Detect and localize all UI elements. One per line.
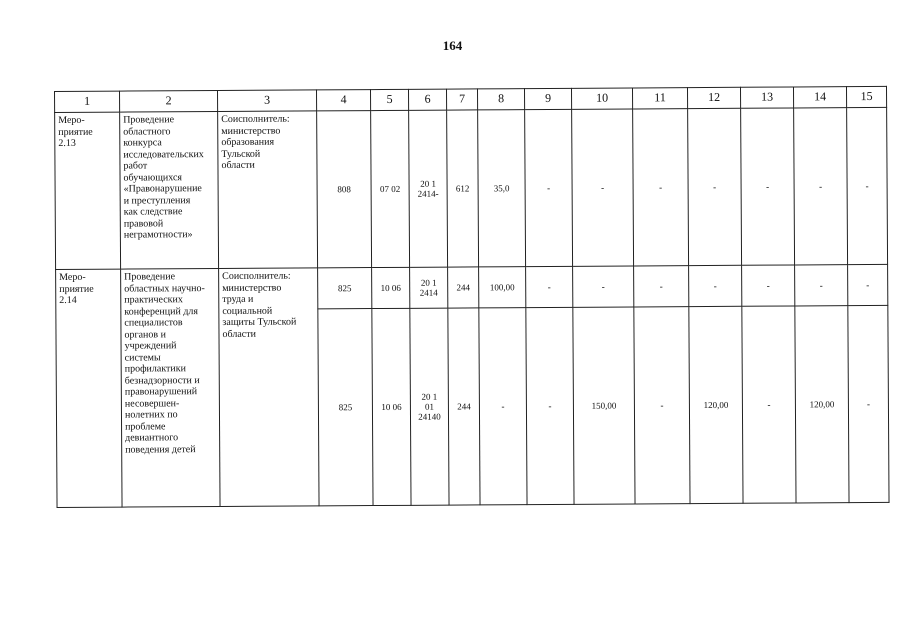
value-cell: - xyxy=(848,264,888,305)
value-cell: 244 xyxy=(448,267,479,308)
column-header: 6 xyxy=(408,89,446,110)
value-cell: 825 xyxy=(318,309,373,506)
value-cell: - xyxy=(634,266,689,307)
column-header: 14 xyxy=(793,87,846,108)
value-cell: 20 1 01 24140 xyxy=(410,308,449,505)
value-cell: 35,0 xyxy=(478,110,526,267)
value-cell: - xyxy=(526,266,573,307)
table-row-measure-2-14 xyxy=(56,264,888,310)
value-cell: - xyxy=(794,108,848,265)
value-cell: - xyxy=(572,109,634,266)
value-cell: 825 xyxy=(318,268,372,309)
column-header: 2 xyxy=(120,91,218,113)
measure-description-cell: Проведение областных научно- практических конференций для специалистов органов и учреждений системы профилактики безнадзорности и правонарушений несовершен- нолетних по проблеме девиантного поведения детей xyxy=(121,268,220,507)
column-header: 5 xyxy=(370,89,408,110)
value-cell: - xyxy=(795,265,848,306)
value-cell: - xyxy=(688,108,742,265)
value-cell: - xyxy=(742,265,795,306)
column-header: 15 xyxy=(846,86,886,107)
value-cell: 20 1 2414- xyxy=(409,110,448,267)
executor-cell: Соисполнитель: министерство образования Тульской области xyxy=(218,111,318,269)
value-cell: 10 06 xyxy=(372,308,411,505)
column-header: 13 xyxy=(740,87,793,108)
value-cell: 10 06 xyxy=(372,267,410,308)
table-row-measure-2-13 xyxy=(55,107,888,269)
column-header: 12 xyxy=(687,87,740,108)
value-cell: - xyxy=(847,107,888,264)
value-cell: - xyxy=(525,109,573,266)
executor-cell: Соисполнитель: министерство труда и социальной защиты Тульской области xyxy=(219,268,319,507)
column-header: 10 xyxy=(571,88,632,109)
value-cell: 150,00 xyxy=(573,307,635,504)
value-cell: - xyxy=(741,108,795,265)
value-cell: - xyxy=(479,308,527,505)
column-header: 7 xyxy=(446,89,477,110)
measure-description-cell: Проведение областного конкурса исследовательских работ обучающихся «Правонарушение и преступления как следствие правовой неграмотности» xyxy=(120,112,219,270)
column-header: 3 xyxy=(218,90,317,112)
value-cell: 244 xyxy=(448,308,480,505)
measure-id-cell: Меро- приятие 2.13 xyxy=(55,112,121,269)
value-cell: - xyxy=(742,306,796,503)
column-header: 1 xyxy=(55,91,120,112)
value-cell: 100,00 xyxy=(479,267,526,308)
value-cell: - xyxy=(573,266,634,307)
column-header: 4 xyxy=(316,90,370,111)
value-cell: 120,00 xyxy=(795,306,849,503)
value-cell: 120,00 xyxy=(689,306,743,503)
value-cell: - xyxy=(634,307,690,504)
column-header: 11 xyxy=(632,88,687,109)
value-cell: 07 02 xyxy=(371,110,410,267)
value-cell: - xyxy=(633,109,689,266)
column-header: 8 xyxy=(477,89,524,110)
page-number: 164 xyxy=(442,38,463,53)
value-cell: - xyxy=(848,305,889,502)
column-header: 9 xyxy=(524,88,571,109)
measure-id-cell: Меро- приятие 2.14 xyxy=(56,269,122,507)
budget-table xyxy=(54,86,890,508)
value-cell: - xyxy=(526,307,574,504)
value-cell: 808 xyxy=(317,111,372,268)
value-cell: - xyxy=(689,265,742,306)
value-cell: 20 1 2414 xyxy=(410,267,448,308)
value-cell: 612 xyxy=(447,110,479,267)
